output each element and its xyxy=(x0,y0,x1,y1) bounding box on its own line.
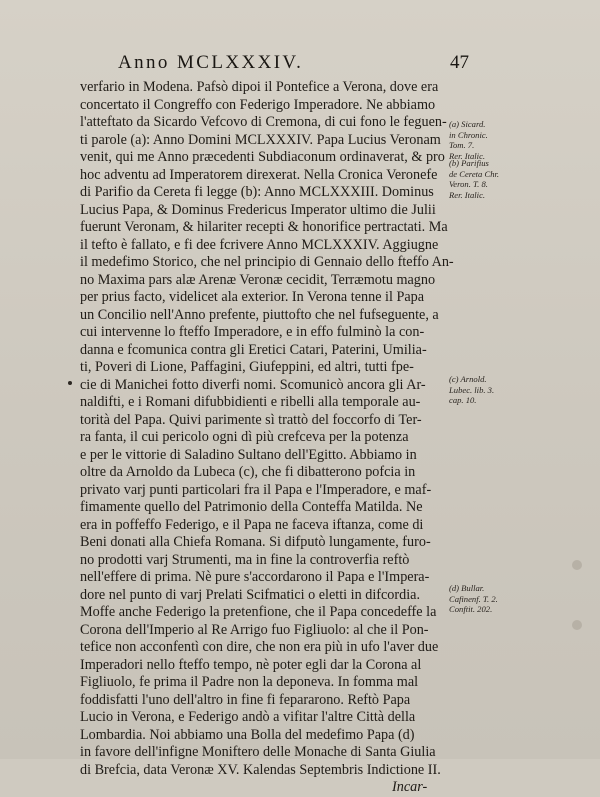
text-line: nell'effere di prima. Nè pure s'accordarono il Papa e l'Impera- xyxy=(80,569,430,585)
margin-note-line: Rer. Italic. xyxy=(449,150,486,161)
text-line: Corona dell'Imperio al Re Arrigo fuo Figliuolo: al che il Pon- xyxy=(80,621,429,638)
margin-note-line: (b) Parifius xyxy=(449,158,489,168)
text-line: ti, Poveri di Lione, Paffagini, Giufeppini, ed altri, tutti fpe- xyxy=(80,359,414,375)
text-line: Lucio in Verona, e Federigo andò a vifitar l'altre Città della xyxy=(80,709,416,725)
text-line: concertato il Congreffo con Federigo Imperadore. Ne abbiamo xyxy=(80,96,436,113)
catchword: Incar- xyxy=(392,779,428,795)
margin-mark-dot xyxy=(68,381,72,385)
text-line: Moffe anche Federigo la pretenfione, che il Papa concedeffe la xyxy=(80,604,437,620)
margin-note-line: de Cereta Chr. xyxy=(449,168,500,179)
text-line: Imperadori nello fteffo tempo, nè poter egli dar la Corona al xyxy=(80,656,422,673)
binding-hole xyxy=(572,560,582,570)
margin-note-c xyxy=(449,374,497,406)
margin-note-line: Veron. T. 8. xyxy=(449,179,488,190)
running-title: Anno MCLXXXIV. xyxy=(118,52,304,73)
margin-note-line: (c) Arnold. xyxy=(449,374,487,384)
text-line: il medefimo Storico, che nel principio di Gennaio dello fteffo An- xyxy=(80,254,454,270)
text-line: e per le vittorie di Saladino Sultano dell'Egitto. Abbiamo in xyxy=(80,446,417,463)
text-line: per prius facto, videlicet ala exterior. In Verona tenne il Papa xyxy=(80,289,425,305)
text-line: Lombardia. Noi abbiamo una Bolla del medefimo Papa (d) xyxy=(80,726,415,743)
text-line: ti parole (a): Anno Domini MCLXXXIV. Papa Lucius Veronam xyxy=(80,131,441,148)
text-line: oltre da Arnoldo da Lubeca (c), che fi dibatterono pofcia in xyxy=(80,464,416,480)
text-line: Lucius Papa, & Dominus Fredericus Imperator ultimo die Julii xyxy=(80,201,436,218)
text-line: Beni donati alla Chiefa Romana. Si difputò lungamente, furo- xyxy=(80,534,431,550)
text-line: hoc adventu ad Imperatorem direxerat. Nella Cronica Veronefe xyxy=(80,166,438,183)
text-line: un Concilio nell'Anno prefente, piuttofto che nel fufseguente, a xyxy=(80,306,439,323)
text-line: cui intervenne lo fteffo Imperadore, e in effo fulminò la con- xyxy=(80,324,425,340)
margin-note-line: cap. 10. xyxy=(449,395,477,406)
text-line: verfario in Modena. Pafsò dipoi il Pontefice a Verona, dove era xyxy=(80,79,439,95)
text-line: il tefto è fallato, e fi dee fcrivere Anno MCLXXXIV. Aggiugne xyxy=(80,236,439,253)
text-line: tefice non acconfentì con dire, che non era più in ufo l'aver due xyxy=(80,639,439,655)
text-line: torità del Papa. Quivi parimente sì trattò del foccorfo di Ter- xyxy=(80,411,422,428)
margin-note-a xyxy=(449,119,497,161)
margin-note-d xyxy=(449,583,497,615)
binding-hole xyxy=(572,620,582,630)
margin-note-line: (a) Sicard. xyxy=(449,119,486,129)
page-header xyxy=(0,52,600,72)
text-line: in favore dell'infigne Moniftero delle Monache di Santa Giulia xyxy=(80,744,436,760)
margin-note-line: (d) Bullar. xyxy=(449,583,485,593)
margin-note-b xyxy=(449,158,500,200)
text-line: di Parifio da Cereta fi legge (b): Anno MCLXXXIII. Dominus xyxy=(80,184,434,200)
text-line: cie di Manichei fotto diverfi nomi. Scomunicò ancora gli Ar- xyxy=(80,376,426,393)
text-line: no Maxima pars alæ Arenæ Veronæ cecidit, Terræmotu magno xyxy=(80,271,436,288)
text-line: foddisfatti l'uno dell'altro in fine fi fepararono. Reftò Papa xyxy=(80,691,411,708)
margin-note-line: Rer. Italic. xyxy=(449,189,486,200)
page-number: 47 xyxy=(450,52,469,73)
text-line: dore nel punto di varj Prelati Scifmatici o eletti in difcordia. xyxy=(80,586,421,603)
margin-note-line: Cafinenf. T. 2. xyxy=(449,593,498,604)
text-line: no prodotti varj Strumenti, ma in fine la controverfia reftò xyxy=(80,551,410,568)
text-line: fuerunt Veronam, & hilariter recepti & honorifice pertractati. Ma xyxy=(80,219,448,235)
text-line: venit, qui me Anno præcedenti Subdiaconum ordinaverat, & pro xyxy=(80,149,445,165)
body-text xyxy=(80,79,454,797)
text-line: Figliuolo, fe prima il Padre non la deponeva. In fomma mal xyxy=(80,674,419,690)
margin-note-line: in Chronic. xyxy=(449,129,488,140)
text-line: ra fanta, il cui pericolo ogni dì più crefceva per la potenza xyxy=(80,429,409,445)
text-line: privato varj punti particolari fra il Papa e l'Imperadore, e maf- xyxy=(80,481,432,498)
text-line: era in poffeffo Federigo, e il Papa ne faceva iftanza, come di xyxy=(80,516,424,533)
text-line: di Brefcia, data Veronæ XV. Kalendas Septembris Indictione II. xyxy=(80,761,441,778)
text-line: danna e fcomunica contra gli Eretici Catari, Paterini, Umilia- xyxy=(80,341,427,358)
margin-note-line: Conftit. 202. xyxy=(449,604,493,615)
margin-note-line: Tom. 7. xyxy=(449,140,475,151)
text-line: fimamente quello del Patrimonio della Conteffa Matilda. Ne xyxy=(80,499,423,515)
text-line: l'atteftato da Sicardo Vefcovo di Cremona, di cui fono le feguen- xyxy=(80,114,447,130)
margin-note-line: Lubec. lib. 3. xyxy=(449,384,495,395)
text-line: naldifti, e i Romani difubbidienti e ribelli alla temporale au- xyxy=(80,394,421,410)
